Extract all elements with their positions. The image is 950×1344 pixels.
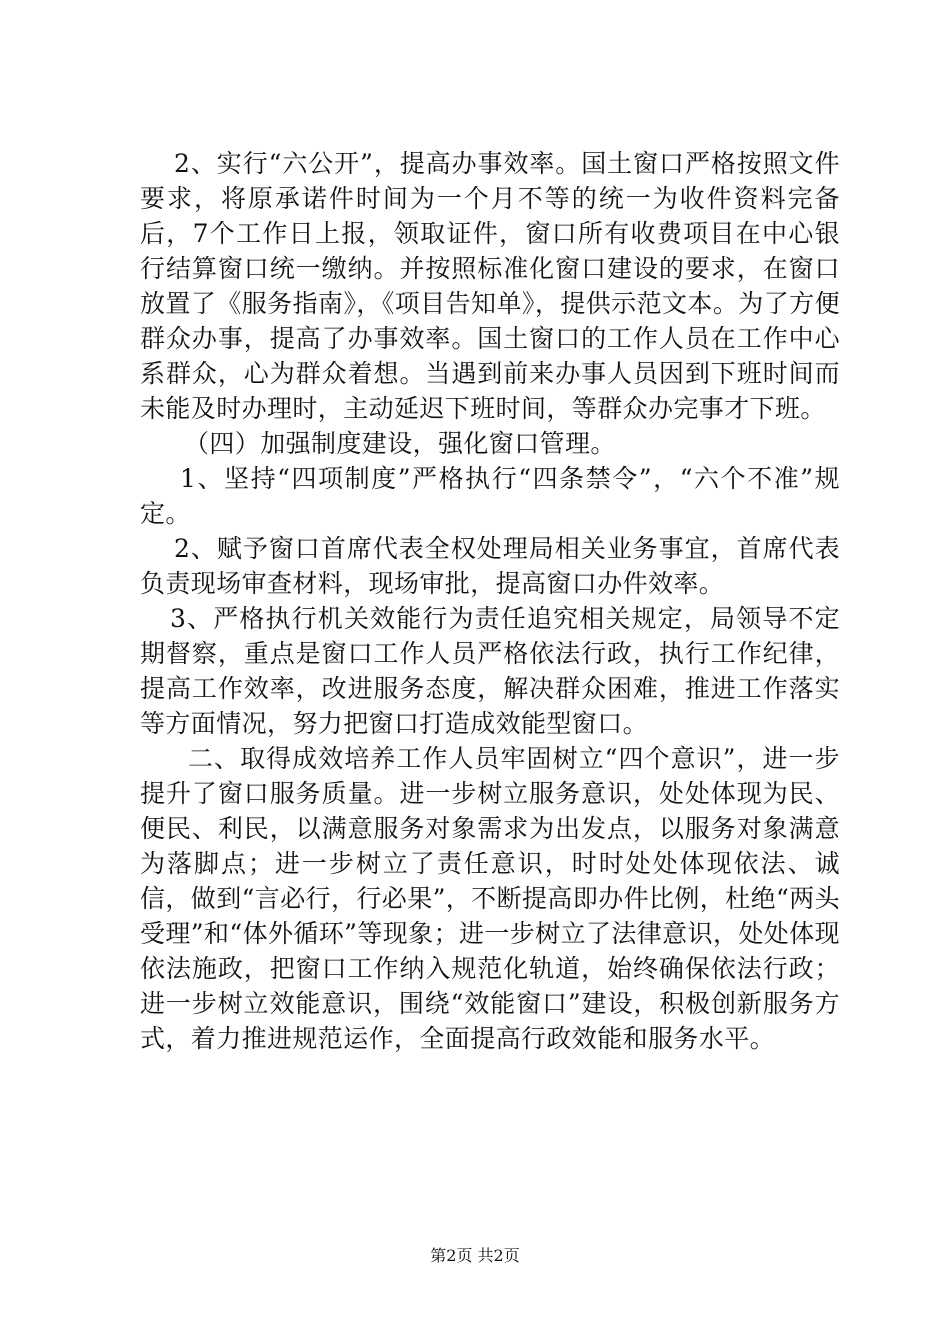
page-footer: 第2页 共2页 <box>430 1246 520 1265</box>
paragraph-item-2-chief-representative: 2、赋予窗口首席代表全权处理局相关业务事宜，首席代表负责现场审查材料，现场审批，提高窗口办件效率。 <box>140 534 840 598</box>
paragraph-item-1-four-systems: 1、坚持“四项制度”严格执行“四条禁令”，“六个不准”规定。 <box>140 464 840 528</box>
paragraph-results: 二、取得成效培养工作人员牢固树立“四个意识”，进一步提升了窗口服务质量。进一步树立服务意识，处处体现为民、便民、利民，以满意服务对象需求为出发点，以服务对象满意为落脚点；进一步树立了责任意识，时时处处体现依法、诚信，做到“言必行，行必果”，不断提高即办件比例，杜绝“两头受理”和“体外循环”等现象；进一步树立了法律意识，处处体现依法施政，把窗口工作纳入规范化轨道，始终确保依法行政；进一步树立效能意识，围绕“效能窗口”建设，积极创新服务方式，着力推进规范运作，全面提高行政效能和服务水平。 <box>140 744 840 1053</box>
section-heading-four: （四）加强制度建设，强化窗口管理。 <box>184 429 616 458</box>
document-body <box>140 146 840 1056</box>
paragraph-item-2-six-public: 2、实行“六公开”，提高办事效率。国土窗口严格按照文件要求，将原承诺件时间为一个月不等的统一为收件资料完备后，7个工作日上报，领取证件，窗口所有收费项目在中心银行结算窗口统一缴纳。并按照标准化窗口建设的要求，在窗口放置了《服务指南》，《项目告知单》，提供示范文本。为了方便群众办事，提高了办事效率。国土窗口的工作人员在工作中心系群众，心为群众着想。当遇到前来办事人员因到下班时间而未能及时办理时，主动延迟下班时间，等群众办完事才下班。 <box>140 149 840 423</box>
paragraph-item-3-accountability: 3、严格执行机关效能行为责任追究相关规定，局领导不定期督察，重点是窗口工作人员严格依法行政，执行工作纪律，提高工作效率，改进服务态度，解决群众困难，推进工作落实等方面情况，努力把窗口打造成效能型窗口。 <box>140 604 840 738</box>
